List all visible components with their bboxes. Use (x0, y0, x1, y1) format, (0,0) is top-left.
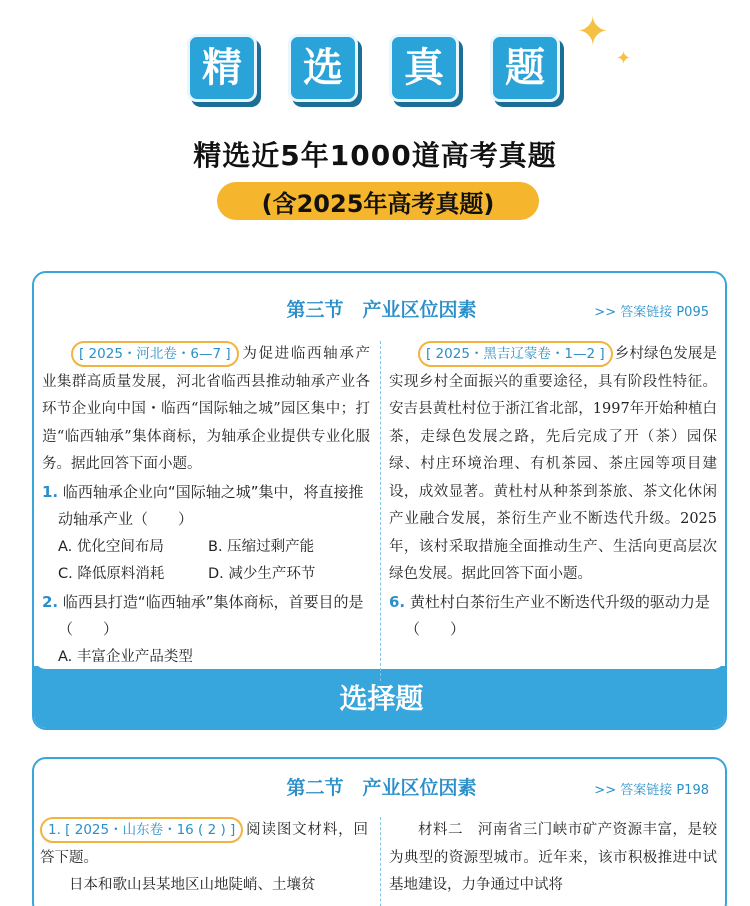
source-tag: 1. [ 2025・山东卷・16 ( 2 ) ] (40, 817, 243, 843)
source-tag: [ 2025・黑吉辽蒙卷・1—2 ] (418, 341, 613, 367)
question-1: 1. 临西轴承企业向“国际轴之城”集中，将直接推动轴承产业（ ） (42, 482, 364, 528)
question-2-options (42, 644, 370, 672)
left-intro: [ 2025・河北卷・6—7 ] 为促进临西轴承产业集群高质量发展，河北省临西县推动轴承产业各环节企业向中国・临西“国际轴之城”园区集中；打造“临西轴承”集体商标，为轴承企业提供专业化服务。据此回答下面小题。 (42, 341, 370, 479)
subtitle-pill: (含2025年高考真题) (217, 182, 539, 220)
left-intro: 1. [ 2025・山东卷・16 ( 2 ) ] 阅读图文材料，回答下题。 (40, 817, 368, 872)
column-divider (380, 341, 381, 681)
source-tag: [ 2025・河北卷・6—7 ] (71, 341, 239, 367)
option-a: A. 丰富企业产品类型 (58, 648, 193, 665)
sample-card-essay (32, 757, 727, 906)
section-title: 第三节 产业区位因素 (286, 299, 477, 321)
sample-card-choice (32, 271, 727, 730)
section-band: 选择题 (34, 666, 727, 728)
option-c: C. 降低原料消耗 (58, 566, 165, 582)
sparkle-large-icon: ✦ (576, 9, 610, 55)
option-d: D. 减少生产环节 (208, 566, 316, 582)
question-2: 2. 临西县打造“临西轴承”集体商标，首要目的是（ ） (42, 592, 364, 638)
section-title: 第二节 产业区位因素 (286, 777, 477, 799)
left-column (42, 341, 370, 671)
left-column (40, 817, 368, 900)
answer-link[interactable]: >> 答案链接 P095 (594, 305, 709, 320)
sparkle-small-icon: ✦ (616, 48, 632, 69)
title-tiles (187, 34, 563, 102)
title-tile-1: 精 (187, 34, 257, 102)
question-6: 6. 黄杜村白茶衍生产业不断迭代升级的驱动力是（ ） (389, 592, 710, 638)
title-tile-2: 选 (288, 34, 358, 102)
right-intro: [ 2025・黑吉辽蒙卷・1—2 ] 乡村绿色发展是实现乡村全面振兴的重要途径，具有阶段性特征。安吉县黄杜村位于浙江省北部，1997年开始种植白茶，走绿色发展之路，先后完成了开（茶）园保绿、村庄环境治理、有机茶园、茶庄园等项目建设，成效显著。黄杜村从种茶到茶旅、茶文化休闲产业融合发展，茶衍生产业不断迭代升级。2025年，该村采取措施全面推动生产、生活向更高层次绿色发展。据此回答下面小题。 (389, 341, 717, 589)
column-divider (380, 817, 381, 906)
question-1-options (42, 534, 370, 589)
option-b: B. 压缩过剩产能 (208, 538, 315, 555)
option-a: A. 优化空间布局 (58, 538, 164, 555)
title-tile-4: 题 (490, 34, 560, 102)
headline: 精选近5年1000道高考真题 (193, 139, 557, 172)
left-paragraph: 日本和歌山县某地区山地陡峭、土壤贫 (69, 877, 316, 893)
title-tile-3: 真 (389, 34, 459, 102)
right-column (389, 817, 717, 900)
right-column (389, 341, 717, 644)
right-paragraph: 材料二 河南省三门峡市矿产资源丰富，是较为典型的资源型城市。近年来，该市积极推进中试基地建设，力争通过中试将 (389, 822, 717, 893)
answer-link[interactable]: >> 答案链接 P198 (594, 783, 709, 798)
